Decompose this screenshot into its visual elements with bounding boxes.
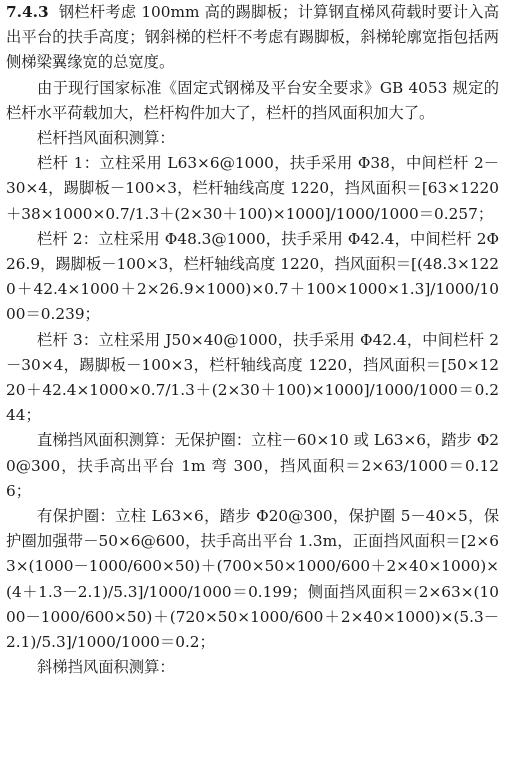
- paragraph-standard: 由于现行国家标准《固定式钢梯及平台安全要求》GB 4053 规定的栏杆水平荷载加大，栏杆构件加大了，栏杆的挡风面积加大了。: [6, 78, 499, 122]
- paragraph-with-cage: 有保护圈：立柱 L63×6，踏步 Φ20@300，保护圈 5－40×5，保护圈加强带－50×6@600，扶手高出平台 1.3m，正面挡风面积＝[2×63×(1000－1000/600×50)＋(700×50×1000/600＋2×40×1000)×(4＋1.3－2.1)/5.3]/1000/1000＝0.199；侧面挡风面积＝2×63×(1000－1000/600×50)＋(720×50×1000/600＋2×40×1000)×(5.3－2.1)/5.3]/1000/1000＝0.2；: [6, 507, 499, 652]
- section-number: 7.4.3: [6, 3, 49, 21]
- paragraph-railing-1: 栏杆 1：立柱采用 L63×6@1000，扶手采用 Φ38，中间栏杆 2－30×4，踢脚板－100×3，栏杆轴线高度 1220，挡风面积＝[63×1220＋38×1000×0.7/1.3＋(2×30＋100)×1000]/1000/1000＝0.257；: [6, 154, 499, 223]
- section-paragraph: [6, 0, 499, 76]
- paragraph-railing-2: 栏杆 2：立柱采用 Φ48.3@1000，扶手采用 Φ42.4，中间栏杆 2Φ26.9，踢脚板－100×3，栏杆轴线高度 1220，挡风面积＝[(48.3×1220＋42.4×1000＋2×26.9×1000)×0.7＋100×1000×1.3]/1000/1000＝0.239；: [6, 229, 499, 324]
- paragraph-railing-heading: 栏杆挡风面积测算：: [37, 129, 175, 148]
- paragraph-inclined-ladder: 斜梯挡风面积测算：: [37, 658, 175, 677]
- paragraph-straight-ladder: 直梯挡风面积测算：无保护圈：立柱－60×10 或 L63×6，踏步 Φ20@300，扶手高出平台 1m 弯 300，挡风面积＝2×63/1000＝0.126；: [6, 431, 500, 500]
- paragraph-railing-3: 栏杆 3：立柱采用 J50×40@1000，扶手采用 Φ42.4，中间栏杆 2－30×4，踢脚板－100×3，栏杆轴线高度 1220，挡风面积＝[50×1220＋42.4×1000×0.7/1.3＋(2×30＋100)×1000]/1000/1000＝0.244；: [6, 330, 499, 425]
- section-text: 钢栏杆考虑 100mm 高的踢脚板；计算钢直梯风荷载时要计入高出平台的扶手高度；钢斜梯的栏杆不考虑有踢脚板，斜梯轮廓宽指包括两侧梯梁翼缘宽的总宽度。: [6, 3, 499, 72]
